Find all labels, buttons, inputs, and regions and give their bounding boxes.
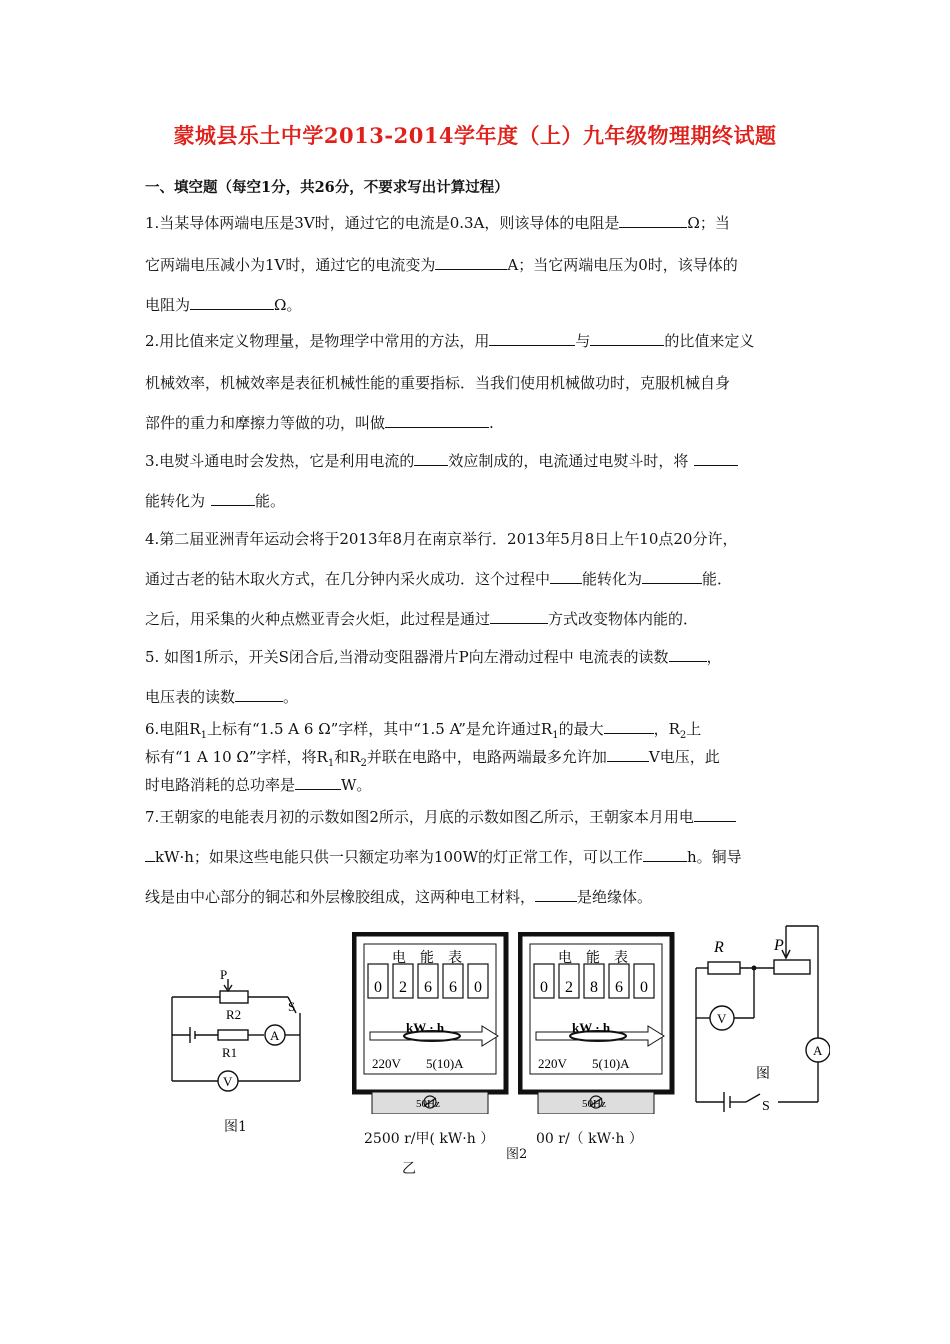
rheostat bbox=[774, 960, 810, 974]
label-v: V bbox=[223, 1074, 233, 1089]
label-r: R bbox=[714, 939, 724, 956]
answer-blank[interactable] bbox=[211, 490, 255, 506]
question-3-line-1: 3.电熨斗通电时会发热，它是利用电流的 效应制成的，电流通过电熨斗时，将 bbox=[145, 450, 738, 471]
meter-2-rating: 00 r/（ kW·h ） bbox=[536, 1131, 643, 1147]
answer-blank[interactable] bbox=[694, 806, 736, 822]
answer-blank[interactable] bbox=[414, 450, 448, 466]
page-title: 蒙城县乐土中学2013-2014学年度（上）九年级物理期终试题 bbox=[173, 123, 777, 148]
meter-2-digit: 0 bbox=[540, 979, 548, 996]
figure-2-caption: 图2 bbox=[506, 1147, 528, 1162]
question-7-line-2: kW·h；如果这些电能只供一只额定功率为100W的灯正常工作，可以工作 h。铜导 bbox=[145, 846, 742, 867]
question-5-line-2: 电压表的读数 。 bbox=[145, 688, 299, 706]
answer-blank[interactable] bbox=[145, 846, 155, 862]
question-3-line-2: 能转化为 能。 bbox=[145, 492, 286, 510]
meter-1-digit: 0 bbox=[374, 979, 382, 996]
meter-1-digit: 2 bbox=[399, 979, 407, 996]
question-4-line-2: 通过古老的钻木取火方式，在几分钟内采火成功．这个过程中 能转化为 能． bbox=[145, 570, 733, 588]
meter-1-digit: 6 bbox=[424, 979, 432, 996]
answer-blank[interactable] bbox=[490, 608, 548, 624]
answer-blank[interactable] bbox=[190, 294, 274, 310]
question-6-line-3: 时电路消耗的总功率是 W。 bbox=[145, 776, 372, 794]
answer-blank[interactable] bbox=[590, 330, 664, 346]
section-heading: 一、填空题（每空1分，共26分，不要求写出计算过程） bbox=[145, 179, 509, 196]
circuit-1-diagram bbox=[160, 965, 320, 1095]
answer-blank[interactable] bbox=[669, 646, 707, 662]
question-6-line-1: 6.电阻$R_1$上标有“1.5 A 6 Ω”字样，其中“1.5 A”是允许通过$R_1$的最大 ，$R_2$上 bbox=[145, 720, 702, 741]
figure-1-circuit bbox=[160, 965, 320, 1099]
answer-blank[interactable] bbox=[642, 568, 702, 584]
meter-1-rating: 2500 r/甲( kW·h ） bbox=[364, 1131, 495, 1147]
question-6-line-2: 标有“1 A 10 Ω”字样，将$R_1$和$R_2$并联在电路中，电路两端最多允许加 V电压，此 bbox=[145, 748, 720, 769]
meter-2-digit: 2 bbox=[565, 979, 573, 996]
question-4-line-3: 之后，用采集的火种点燃亚青会火炬，此过程是通过 方式改变物体内能的． bbox=[145, 610, 699, 628]
answer-blank[interactable] bbox=[694, 450, 738, 466]
label-r2: R2 bbox=[226, 1007, 242, 1022]
label-r1: R1 bbox=[222, 1045, 238, 1060]
label-v: V bbox=[717, 1011, 727, 1026]
meter-1-voltage: 220V bbox=[372, 1056, 401, 1071]
yi-caption: 乙 bbox=[402, 1161, 416, 1177]
answer-blank[interactable] bbox=[607, 746, 649, 762]
answer-blank[interactable] bbox=[619, 212, 687, 228]
question-2-line-2: 机械效率，机械效率是表征机械性能的重要指标．当我们使用机械做功时，克服机械自身 bbox=[145, 374, 731, 392]
meter-2-drawing bbox=[518, 932, 676, 1114]
answer-blank[interactable] bbox=[535, 886, 577, 902]
resistor-r1 bbox=[218, 1030, 248, 1040]
question-1-line-1: 1.当某导体两端电压是3V时，通过它的电流是0.3A，则该导体的电阻是 Ω；当 bbox=[145, 214, 730, 232]
energy-meter-1 bbox=[352, 932, 510, 1118]
label-p: P bbox=[774, 937, 784, 954]
question-1-line-3: 电阻为 Ω。 bbox=[145, 296, 302, 314]
question-2-line-1: 2.用比值来定义物理量，是物理学中常用的方法，用 与 的比值来定义 bbox=[145, 332, 755, 350]
answer-blank[interactable] bbox=[643, 846, 687, 862]
answer-blank[interactable] bbox=[385, 412, 489, 428]
meter-1-digit: 6 bbox=[449, 979, 457, 996]
meter-2-voltage: 220V bbox=[538, 1056, 567, 1071]
circuit-3-diagram bbox=[690, 922, 830, 1122]
meter-2-digit: 8 bbox=[590, 979, 598, 996]
answer-blank[interactable] bbox=[295, 774, 341, 790]
meter-2-frequency: 50Hz bbox=[582, 1098, 606, 1110]
meter-1-current: 5(10)A bbox=[426, 1056, 464, 1071]
label-s: S bbox=[288, 999, 296, 1014]
label-s: S bbox=[762, 1099, 770, 1114]
meter-2-header: 电 能 表 bbox=[558, 951, 628, 966]
meter-1-unit: kW · h bbox=[406, 1020, 445, 1035]
answer-blank[interactable] bbox=[604, 718, 654, 734]
meter-2-current: 5(10)A bbox=[592, 1056, 630, 1071]
question-1-line-2: 它两端电压减小为1V时，通过它的电流变为 A；当它两端电压为0时，该导体的 bbox=[145, 256, 738, 274]
figure-3-caption: 图 bbox=[756, 1067, 770, 1082]
resistor-r bbox=[708, 962, 740, 974]
meter-2-digit: 6 bbox=[615, 979, 623, 996]
meter-1-frequency: 50Hz bbox=[416, 1098, 440, 1110]
answer-blank[interactable] bbox=[435, 254, 507, 270]
question-7-line-1: 7.王朝家的电能表月初的示数如图2所示，月底的示数如图乙所示，王朝家本月用电 bbox=[145, 806, 736, 827]
answer-blank[interactable] bbox=[489, 330, 575, 346]
question-5-line-1: 5. 如图1所示，开关S闭合后,当滑动变阻器滑片P向左滑动过程中 电流表的读数 ， bbox=[145, 648, 722, 666]
meter-2-digit: 0 bbox=[640, 979, 648, 996]
label-p: P bbox=[220, 967, 228, 982]
question-4-line-1: 4.第二届亚洲青年运动会将于2013年8月在南京举行．2013年5月8日上午10点20分许， bbox=[145, 530, 738, 548]
meter-1-drawing bbox=[352, 932, 510, 1114]
question-7-line-3: 线是由中心部分的铜芯和外层橡胶组成，这两种电工材料， 是绝缘体。 bbox=[145, 888, 653, 906]
meter-1-header: 电 能 表 bbox=[392, 951, 462, 966]
answer-blank[interactable] bbox=[550, 568, 582, 584]
meter-1-digit: 0 bbox=[474, 979, 482, 996]
figure-1-caption: 图1 bbox=[224, 1119, 247, 1135]
energy-meter-2 bbox=[518, 932, 676, 1118]
figure-3-circuit bbox=[690, 922, 830, 1126]
rheostat-r2 bbox=[220, 991, 248, 1003]
answer-blank[interactable] bbox=[235, 686, 283, 702]
meter-2-unit: kW · h bbox=[572, 1020, 611, 1035]
label-a: A bbox=[270, 1028, 280, 1043]
question-2-line-3: 部件的重力和摩擦力等做的功，叫做 . bbox=[145, 414, 494, 432]
label-a: A bbox=[813, 1043, 823, 1058]
